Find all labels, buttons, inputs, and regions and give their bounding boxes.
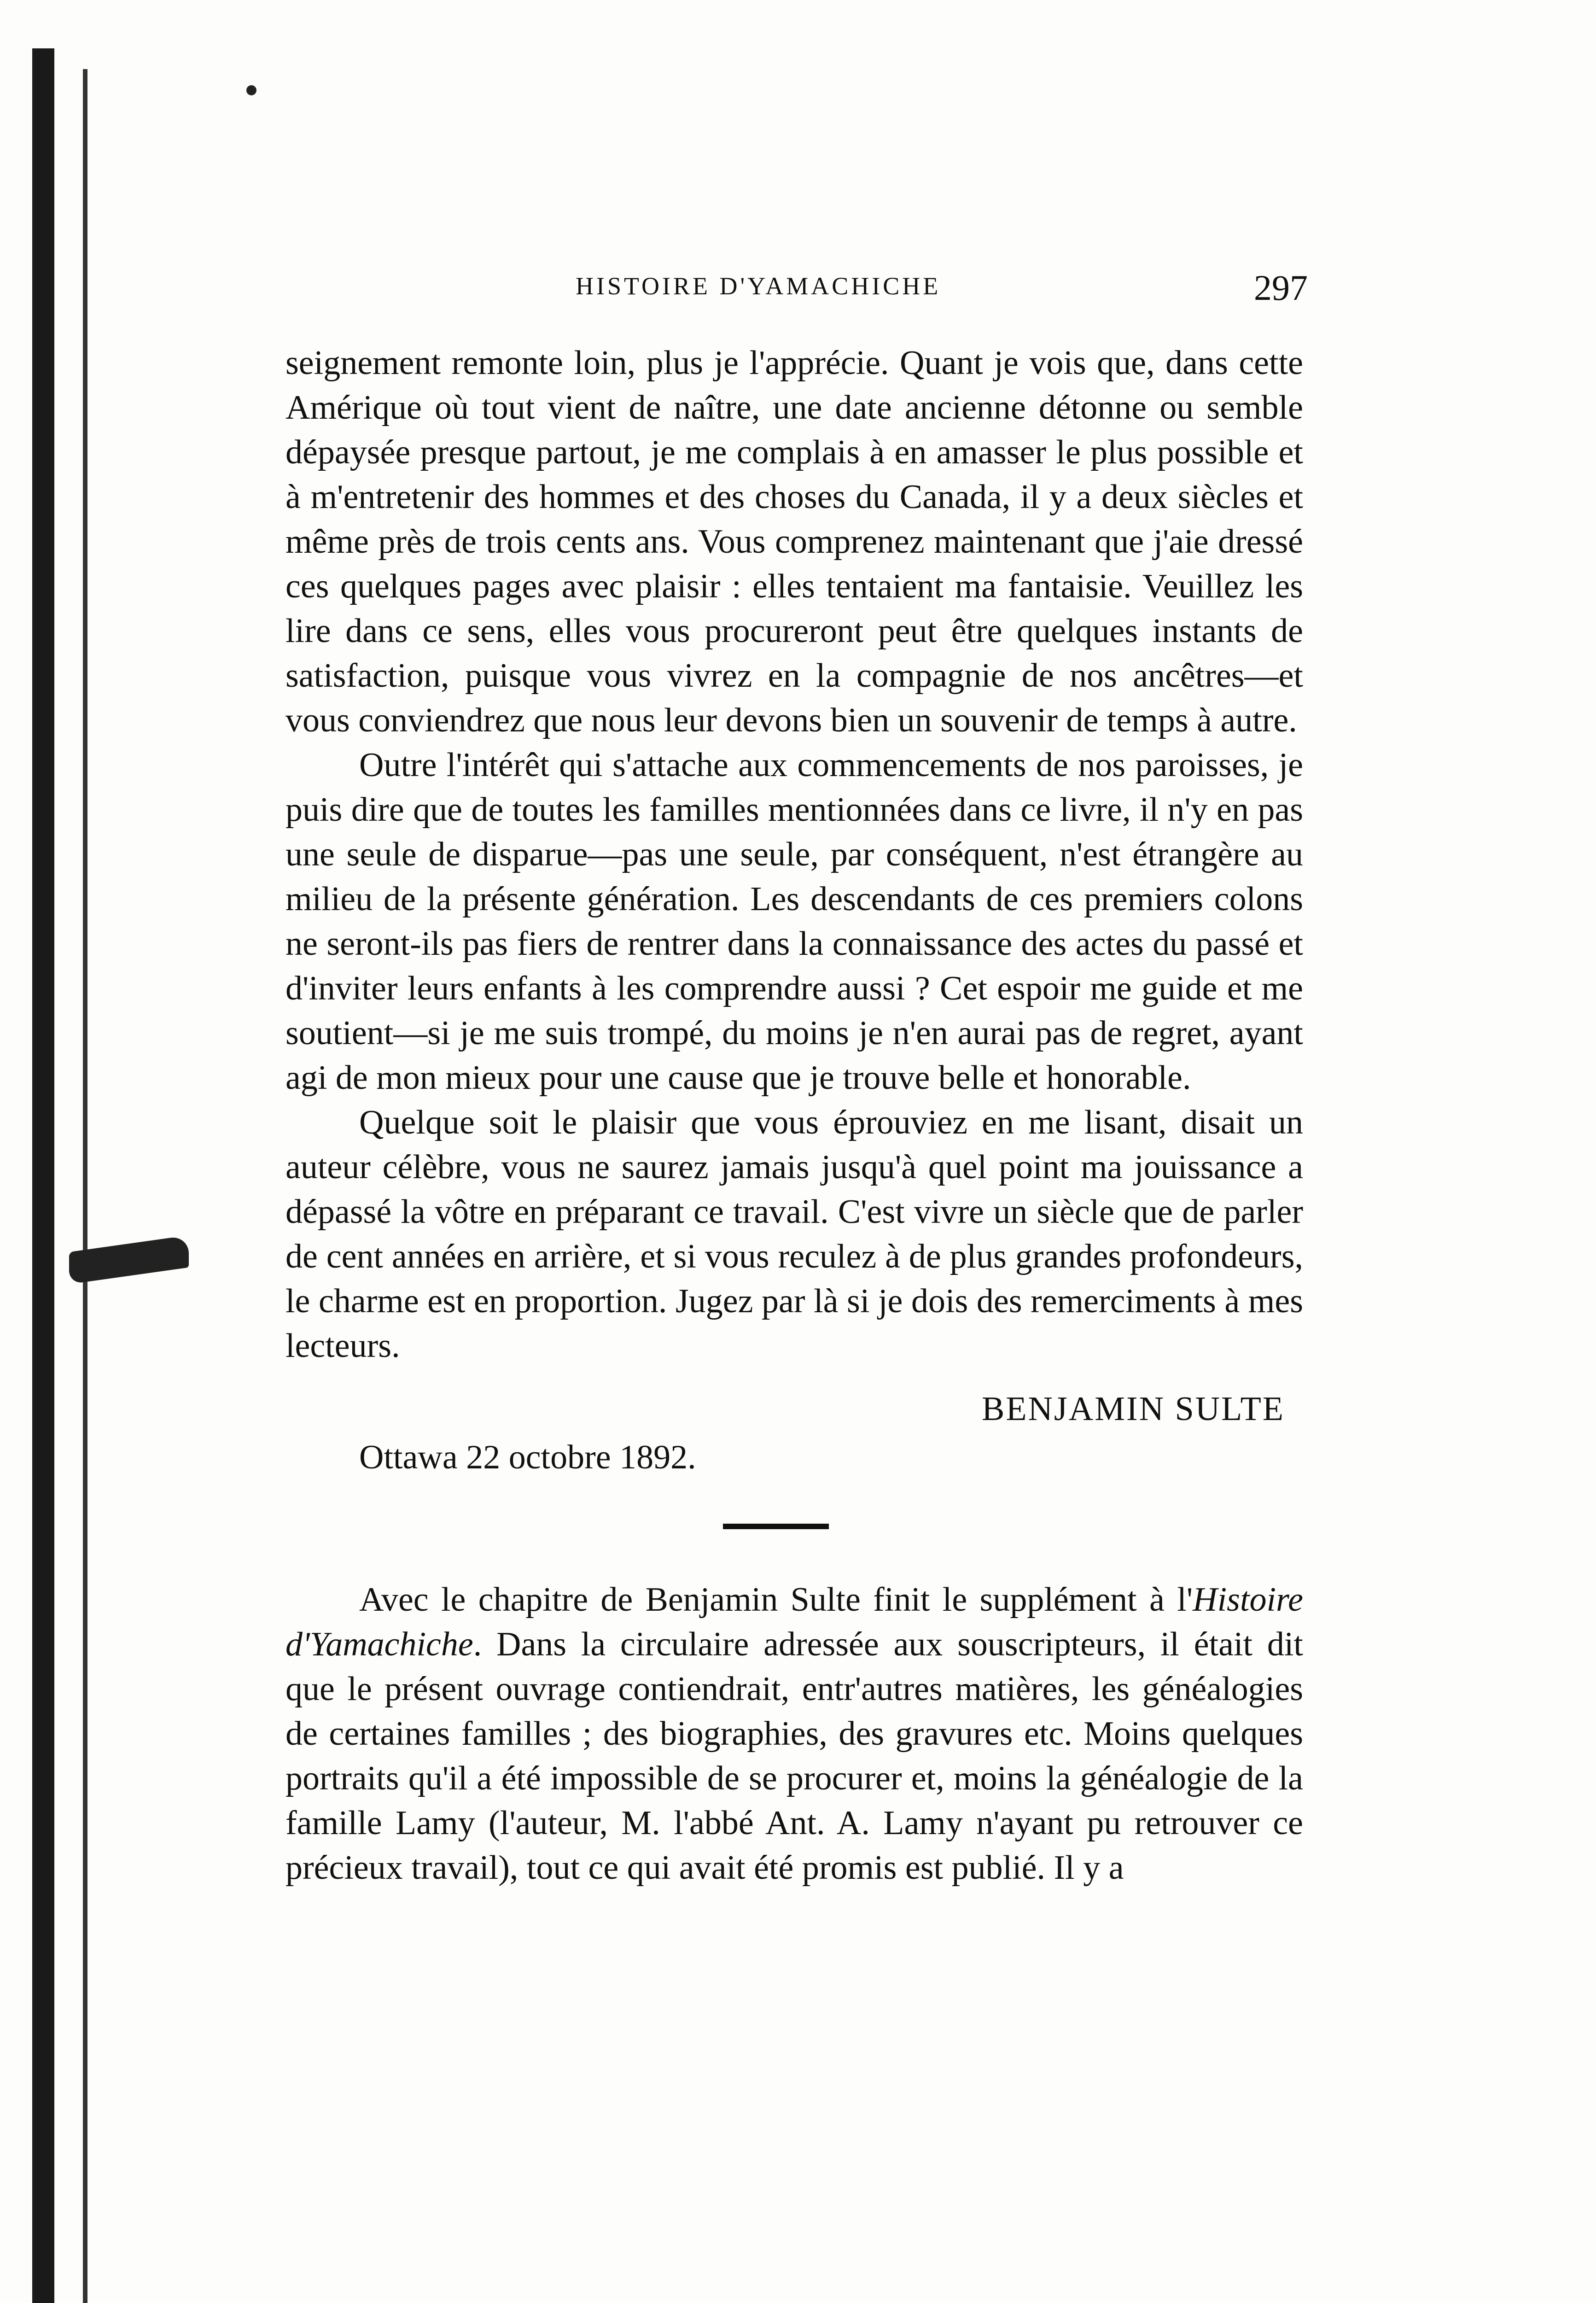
author-signature: BENJAMIN SULTE <box>981 1390 1285 1428</box>
closing-lead: Avec le chapitre de Benjamin Sulte finit le supplément à l' <box>359 1581 1193 1619</box>
running-title: HISTOIRE D'YAMACHICHE <box>576 272 941 300</box>
dateline: Ottawa 22 octobre 1892. <box>359 1438 696 1476</box>
book-title: Histoire d'Yamachiche <box>285 1581 1303 1663</box>
binding-edge-line <box>83 69 87 2303</box>
running-head <box>285 267 1372 309</box>
body-text <box>285 341 1303 1890</box>
paragraph-continued: seignement remonte loin, plus je l'apprécie. Quant je vois que, dans cette Amérique où tout vient de naître, une date ancienne détonne ou semble dépaysée presque partout, je me complais à en amasser le plus possible et à m'entretenir des hommes et des choses du Canada, il y a deux siècles et même près de trois cents ans. Vous comprenez maintenant que j'aie dressé ces quelques pages avec plaisir : elles tentaient ma fantaisie. Veuillez les lire dans ce sens, elles vous procureront peut être quelques instants de satisfaction, puisque vous vivrez en la compagnie de nos ancêtres—et vous conviendrez que nous leur devons bien un souvenir de temps à autre. <box>285 344 1303 739</box>
ink-dot <box>246 85 256 95</box>
paragraph: Outre l'intérêt qui s'attache aux commencements de nos paroisses, je puis dire que de toutes les familles mentionnées dans ce livre, il n'y en pas une seule de disparue—pas une seule, par conséquent, n'est étrangère au milieu de la présente génération. Les descendants de ces premiers colons ne seront-ils pas fiers de rentrer dans la connaissance des actes du passé et d'inviter leurs enfants à les comprendre aussi ? Cet espoir me guide et me soutient—si je me suis trompé, du moins je n'en aurai pas de regret, ayant agi de mon mieux pour une cause que je trouve belle et honorable. <box>285 746 1303 1097</box>
section-separator-rule <box>723 1524 829 1529</box>
page-number: 297 <box>1254 268 1308 308</box>
closing-paragraph <box>285 1578 1303 1890</box>
paragraph: Quelque soit le plaisir que vous éprouviez en me lisant, disait un auteur célèbre, vous ne saurez jamais jusqu'à quel point ma jouissance a dépassé la vôtre en préparant ce travail. C'est vivre un siècle que de parler de cent années en arrière, et si vous reculez à de plus grandes profondeurs, le charme est en proportion. Jugez par là si je dois des remerciments à mes lecteurs. <box>285 1104 1303 1365</box>
closing-rest: . Dans la circulaire adressée aux souscripteurs, il était dit que le présent ouvrage contiendrait, entr'autres matières, les généalogies de certaines familles ; des biographies, des gravures etc. Moins quelques portraits qu'il a été impossible de se procurer et, moins la généalogie de la famille Lamy (l'auteur, M. l'abbé Ant. A. Lamy n'ayant pu retrouver ce précieux travail), tout ce qui avait été promis est publié. Il y a <box>285 1625 1303 1887</box>
binding-edge-shadow <box>32 48 54 2303</box>
